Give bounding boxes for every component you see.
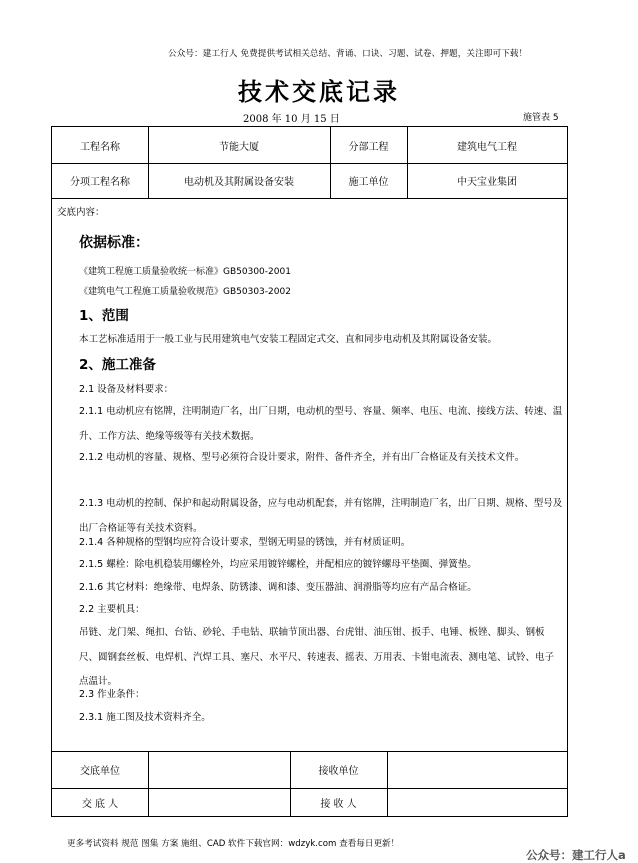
paragraph: 2.1.5 螺栓：除电机稳装用螺栓外，均应采用镀锌螺栓，并配相应的镀锌螺母平垫圈、弹簧垫。 <box>79 559 477 570</box>
value-subitem-name: 电动机及其附属设备安装 <box>184 177 294 188</box>
paragraph: 2.3 作业条件： <box>79 689 145 700</box>
standards-heading: 依据标准： <box>79 235 149 251</box>
label-division: 分部工程 <box>348 141 389 153</box>
section-heading-preparation: 2、施工准备 <box>79 357 156 373</box>
form-number: 施管表 5 <box>523 113 559 123</box>
paragraph: 2.1.6 其它材料：绝缘带、电焊条、防锈漆、调和漆、变压器油、润滑脂等均应有产品合格证。 <box>79 582 477 593</box>
label-receiver: 接 收 人 <box>320 798 357 810</box>
scope-text: 本工艺标准适用于一般工业与民用建筑电气安装工程固定式交、直和同步电动机及其附属设备安装。 <box>79 334 498 345</box>
paragraph: 2.1.1 电动机应有铭牌，注明制造厂名，出厂日期，电动机的型号、容量、频率、电压、电流、接线方法、转速、温升、工作方法、绝缘等级等有关技术数据。 <box>79 406 563 442</box>
value-project-name: 节能大厦 <box>219 141 259 153</box>
standard-item: 《建筑工程施工质量验收统一标准》GB50300-2001 <box>79 267 291 277</box>
footer-text: 更多考试资料 规范 图集 方案 施组、CAD 软件下载官网：wdzyk.com 查看每日更新！ <box>67 839 400 849</box>
top-notice: 公众号：建工行人 免费提供考试相关总结、背诵、口诀、习题、试卷、押题，关注即可下载！ <box>168 49 528 59</box>
label-project-name: 工程名称 <box>80 141 120 153</box>
label-subitem-name: 分项工程名称 <box>70 177 130 188</box>
label-issuing-unit: 交底单位 <box>80 766 120 777</box>
value-contractor: 中天宝业集团 <box>457 177 517 188</box>
section-heading-scope: 1、范围 <box>79 308 129 324</box>
paragraph: 2.1 设备及材料要求： <box>79 384 174 395</box>
document-date: 2008 年 10 月 15 日 <box>243 114 340 125</box>
value-division: 建筑电气工程 <box>457 141 517 153</box>
label-contractor: 施工单位 <box>348 177 389 188</box>
standard-item: 《建筑电气工程施工质量验收规范》GB50303-2002 <box>79 287 291 297</box>
content-label: 交底内容： <box>57 207 105 218</box>
table-divider <box>52 198 567 199</box>
paragraph: 2.1.3 电动机的控制、保护和起动附属设备，应与电动机配套，并有铭牌，注明制造厂名，出厂日期、规格、型号及出厂合格证等有关技术资料。 <box>79 498 563 534</box>
label-issuer: 交 底 人 <box>81 798 119 810</box>
paragraph: 2.3.1 施工图及技术资料齐全。 <box>79 712 211 723</box>
paragraph: 2.1.2 电动机的容量、规格、型号必须符合设计要求，附件、备件齐全，并有出厂合格证及有关技术文件。 <box>79 452 525 463</box>
table-divider <box>387 751 388 816</box>
watermark: 公众号：建工行人a <box>526 848 626 862</box>
label-receiving-unit: 接收单位 <box>318 766 359 777</box>
paragraph: 2.1.4 各种规格的型钢均应符合设计要求，型钢无明显的锈蚀，并有材质证明。 <box>79 537 411 548</box>
table-divider <box>148 751 149 816</box>
paragraph: 2.2 主要机具： <box>79 604 145 615</box>
paragraph: 吊链、龙门架、绳扣、台钻、砂轮、手电钻、联轴节顶出器、台虎钳、油压钳、扳手、电锤、板锉、脚头、钢板尺、圆钢套丝板、电焊机、汽焊工具、塞尺、水平尺、转速表、摇表、万用表、卡钳电流表、测电笔、试铃、电子点温计。 <box>79 627 555 687</box>
page-title: 技术交底记录 <box>238 78 400 106</box>
